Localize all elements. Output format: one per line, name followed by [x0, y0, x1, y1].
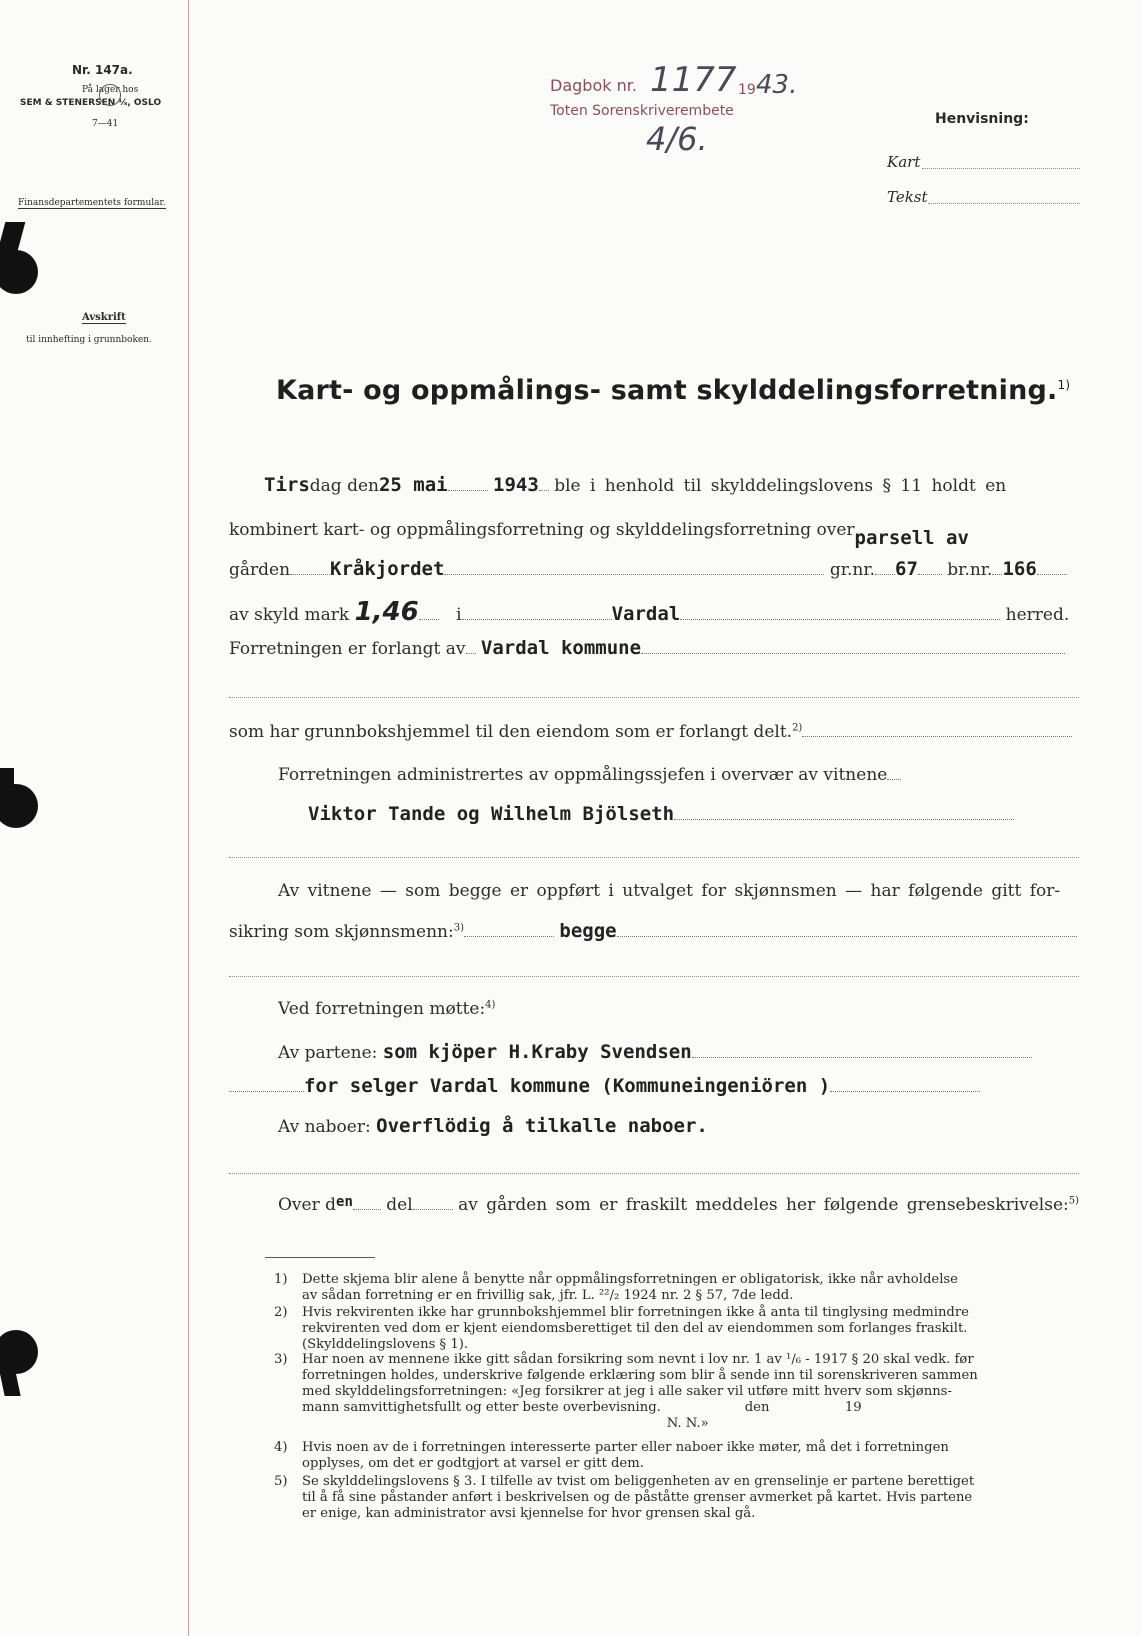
neighbours-line — [278, 1115, 708, 1137]
footnote-line: med skylddelingsforretningen: «Jeg forsikrer at jeg i alle saker vil utføre mitt hverv som skjønns- — [302, 1384, 952, 1399]
boundary-text: av gården som er fraskilt meddeles her følgende grensebeskrivelse: — [458, 1195, 1069, 1215]
i-label: i — [456, 605, 462, 625]
footnote — [274, 1474, 1078, 1522]
neighbours-typed: Overflödig å tilkalle naboer. — [376, 1115, 708, 1137]
footnote-number: 5) — [274, 1474, 288, 1489]
footnote-line: N. N.» — [302, 1416, 709, 1431]
reference-kart-field — [922, 168, 1080, 169]
farm-typed: Kråkjordet — [330, 558, 445, 580]
footnote-number: 3) — [274, 1352, 288, 1367]
footnote-line: av sådan forretning er en frivillig sak, jfr. L. ²²/₂ 1924 nr. 2 § 57, 7de ledd. — [302, 1288, 794, 1303]
reference-kart-label: Kart — [887, 153, 921, 171]
witnesses-typed: Viktor Tande og Wilhelm Bjölseth — [308, 803, 675, 825]
boundary-ref: 5) — [1068, 1195, 1080, 1207]
footnote-line: Hvis rekvirenten ikke har grunnbokshjemmel blir forretningen ikke å anta til tinglysing medmindre — [302, 1305, 969, 1320]
assurance-ref: 3) — [453, 922, 464, 934]
brnr-typed: 166 — [1002, 558, 1037, 580]
hjemmel-line — [229, 722, 1072, 742]
witnesses-field — [674, 819, 1014, 820]
footnote-rule — [265, 1257, 375, 1258]
skyld-line — [229, 597, 1069, 627]
publisher-line-2: SEM & STENERSEN ⅟ₛ, OSLO — [20, 98, 162, 108]
boundary-line — [278, 1195, 1079, 1215]
copy-note: til innhefting i grunnboken. — [26, 335, 152, 345]
footnote-line: til å få sine påstander anført i beskrivelsen og de påståtte grenser avmerket på kartet. Hvis partene — [302, 1490, 973, 1505]
assurance-text-1: Av vitnene — som begge er oppført i utvalget for skjønnsmen — har følgende gitt for- — [278, 881, 1061, 901]
footnote-line: opplyses, om det er godtgjort at varsel er gitt dem. — [302, 1456, 644, 1471]
year-typed: 1943 — [493, 474, 539, 496]
footnote-line: rekvirenten ved dom er kjent eiendomsberettiget til den del av eiendommen som forlanges fraskilt. — [302, 1321, 968, 1336]
year-prefix: 19 — [738, 82, 756, 98]
dagbok-number: 1177 — [650, 60, 737, 100]
over-typed: en — [336, 1194, 353, 1210]
footnote-number: 4) — [274, 1440, 288, 1455]
hjemmel-field — [802, 736, 1072, 737]
reference-tekst-label: Tekst — [887, 188, 928, 206]
admin-text: Forretningen administrertes av oppmålingssjefen i overvær av vitnene — [278, 765, 888, 785]
punch-hole-tear — [0, 768, 14, 808]
reference-tekst-field — [928, 203, 1080, 204]
date-line — [264, 474, 1006, 496]
parties-typed-1: som kjöper H.Kraby Svendsen — [382, 1041, 692, 1063]
farm-field — [444, 574, 824, 575]
form-owner: Finansdepartementets formular. — [18, 198, 166, 208]
attended-label: Ved forretningen møtte: — [278, 999, 486, 1019]
attended-ref: 4) — [485, 999, 496, 1011]
footnote-number: 1) — [274, 1272, 288, 1287]
grnr-typed: 67 — [895, 558, 918, 580]
footnote-line: er enige, kan administrator avsi kjennelse for hvor grensen skal gå. — [302, 1506, 756, 1521]
blank-field-line — [229, 857, 1079, 858]
title-note-ref: 1) — [1057, 378, 1071, 392]
footnote-line: (Skylddelingslovens § 1). — [302, 1337, 469, 1352]
line2-pre: kombinert kart- og oppmålingsforretning og skylddelingsforretning over — [229, 520, 855, 540]
margin-rule — [188, 0, 189, 1636]
weekday-suffix: dag den — [309, 476, 379, 496]
parties-typed-2: for selger Vardal kommune (Kommuneingeniören ) — [304, 1075, 831, 1097]
footnote — [274, 1440, 1078, 1472]
office-stamp: Toten Sorenskriverembete — [550, 103, 734, 119]
assurance-text-2: sikring som skjønnsmenn: — [229, 922, 454, 942]
requested-field — [641, 653, 1065, 654]
year-handwritten: 43. — [756, 70, 798, 100]
del-label: del — [386, 1195, 413, 1215]
herred-field — [680, 619, 1000, 620]
footnote-line: forretningen holdes, underskrive følgende erklæring som blir å sende inn til sorenskriveren sammen — [302, 1368, 978, 1383]
footnote-line: Se skylddelingslovens § 3. I tilfelle av tvist om beliggenheten av en grenselinje er partene berettiget — [302, 1474, 975, 1489]
parties-label: Av partene: — [278, 1043, 378, 1063]
print-code: 7—41 — [92, 119, 119, 129]
footnote-line: Hvis noen av de i forretningen interesserte parter eller naboer ikke møter, må det i forretningen — [302, 1440, 949, 1455]
year-field — [539, 490, 549, 491]
footnote — [274, 1272, 1078, 1304]
attended-line — [278, 999, 495, 1019]
farm-line — [229, 558, 1067, 580]
herred-typed: Vardal — [611, 603, 681, 625]
hjemmel-ref: 2) — [792, 722, 803, 734]
line1-rest: ble i henhold til skylddelingslovens § 11 holdt en — [554, 476, 1007, 496]
dagbok-label: Dagbok nr. — [550, 76, 637, 95]
form-number: Nr. 147a. — [72, 63, 133, 77]
assurance-field — [617, 936, 1077, 937]
parties-line-1 — [278, 1041, 1032, 1063]
brnr-label: br.nr. — [947, 560, 993, 580]
assurance-typed: begge — [559, 920, 617, 942]
copy-label: Avskrift — [82, 312, 126, 323]
blank-field-line — [229, 1173, 1079, 1174]
reference-heading: Henvisning: — [935, 111, 1029, 127]
publisher-seal — [99, 84, 121, 106]
witnesses-line — [308, 803, 1014, 825]
grnr-label: gr.nr. — [829, 560, 875, 580]
date-field — [448, 490, 488, 491]
skyld-label: av skyld mark — [229, 605, 350, 625]
skyld-handwritten: 1,46 — [354, 597, 419, 627]
footnote-number: 2) — [274, 1305, 288, 1320]
footnote-line: Har noen av mennene ikke gitt sådan forsikring som nevnt i lov nr. 1 av ¹/₆ - 1917 § 20 skal vedk. før — [302, 1352, 974, 1367]
date-typed: 25 mai — [378, 474, 448, 496]
line-2 — [229, 518, 969, 549]
over-label: Over d — [278, 1195, 337, 1215]
title-text: Kart- og oppmålings- samt skylddelingsforretning. — [276, 375, 1058, 406]
assurance-line-2 — [229, 920, 1077, 942]
weekday-typed: Tirs — [264, 474, 310, 496]
publisher-line-1: På lager hos — [82, 85, 139, 95]
stamp-date-handwritten: 4/6. — [646, 120, 708, 158]
requested-label: Forretningen er forlangt av — [229, 639, 466, 659]
line2-typed: parsell av — [854, 527, 969, 549]
admin-line — [278, 765, 901, 785]
footnote-line: Dette skjema blir alene å benytte når oppmålingsforretningen er obligatorisk, ikke når avholdelse — [302, 1272, 958, 1287]
blank-field-line — [229, 697, 1079, 698]
footnote — [274, 1352, 1078, 1432]
requested-line — [229, 637, 1065, 659]
document-title — [276, 375, 1070, 406]
assurance-line-1 — [278, 881, 1060, 901]
neighbours-label: Av naboer: — [278, 1117, 371, 1137]
farm-label: gården — [229, 560, 291, 580]
blank-field-line — [229, 976, 1079, 977]
parties-field-2 — [830, 1091, 980, 1092]
requested-typed: Vardal kommune — [480, 637, 642, 659]
parties-line-2 — [229, 1075, 980, 1097]
footnote-line: mann samvittighetsfullt og etter beste overbevisning. den 19 — [302, 1400, 862, 1415]
herred-label: herred. — [1005, 605, 1070, 625]
hjemmel-text: som har grunnbokshjemmel til den eiendom som er forlangt delt. — [229, 722, 793, 742]
footnote — [274, 1305, 1078, 1353]
parties-field-1 — [692, 1057, 1032, 1058]
